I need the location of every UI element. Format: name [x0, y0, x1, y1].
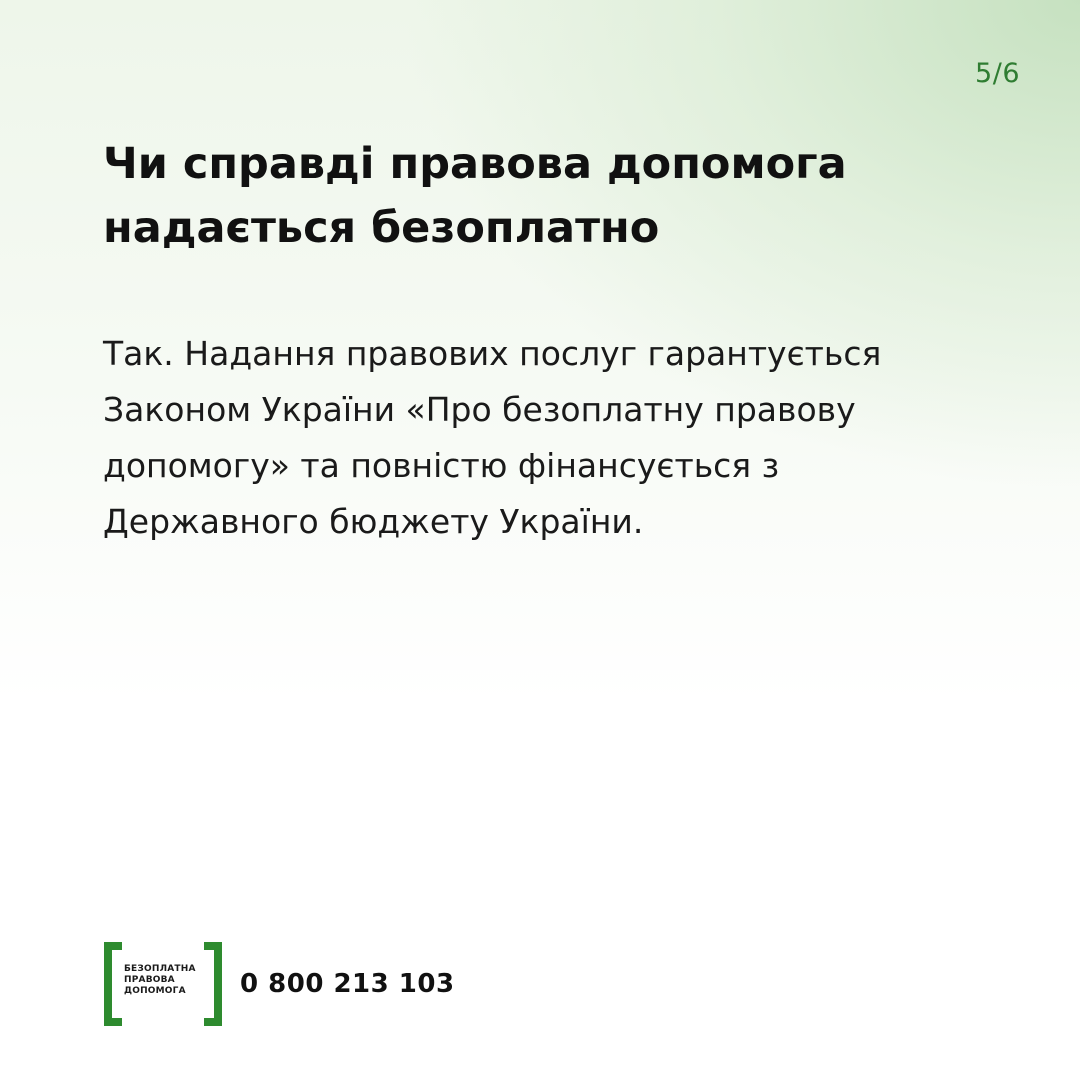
page-counter: 5/6 [975, 58, 1020, 89]
logo-right-bracket-icon [204, 942, 222, 1026]
logo-left-bracket-icon [104, 942, 122, 1026]
footer [104, 942, 455, 1026]
logo-line: ПРАВОВА [124, 975, 175, 985]
slide-body-text: Так. Надання правових послуг гарантується Законом України «Про безоплатну правову допомогу» та повністю фінансується з Державного бюджету України. [103, 334, 882, 541]
legal-aid-logo [104, 942, 222, 1026]
logo-line: ДОПОМОГА [124, 986, 186, 996]
logo-text [124, 964, 206, 997]
hotline-phone: 0 800 213 103 [240, 969, 455, 999]
slide-title: Чи справді правова допомога надається безоплатно [103, 139, 847, 253]
logo-line: БЕЗОПЛАТНА [124, 964, 196, 974]
